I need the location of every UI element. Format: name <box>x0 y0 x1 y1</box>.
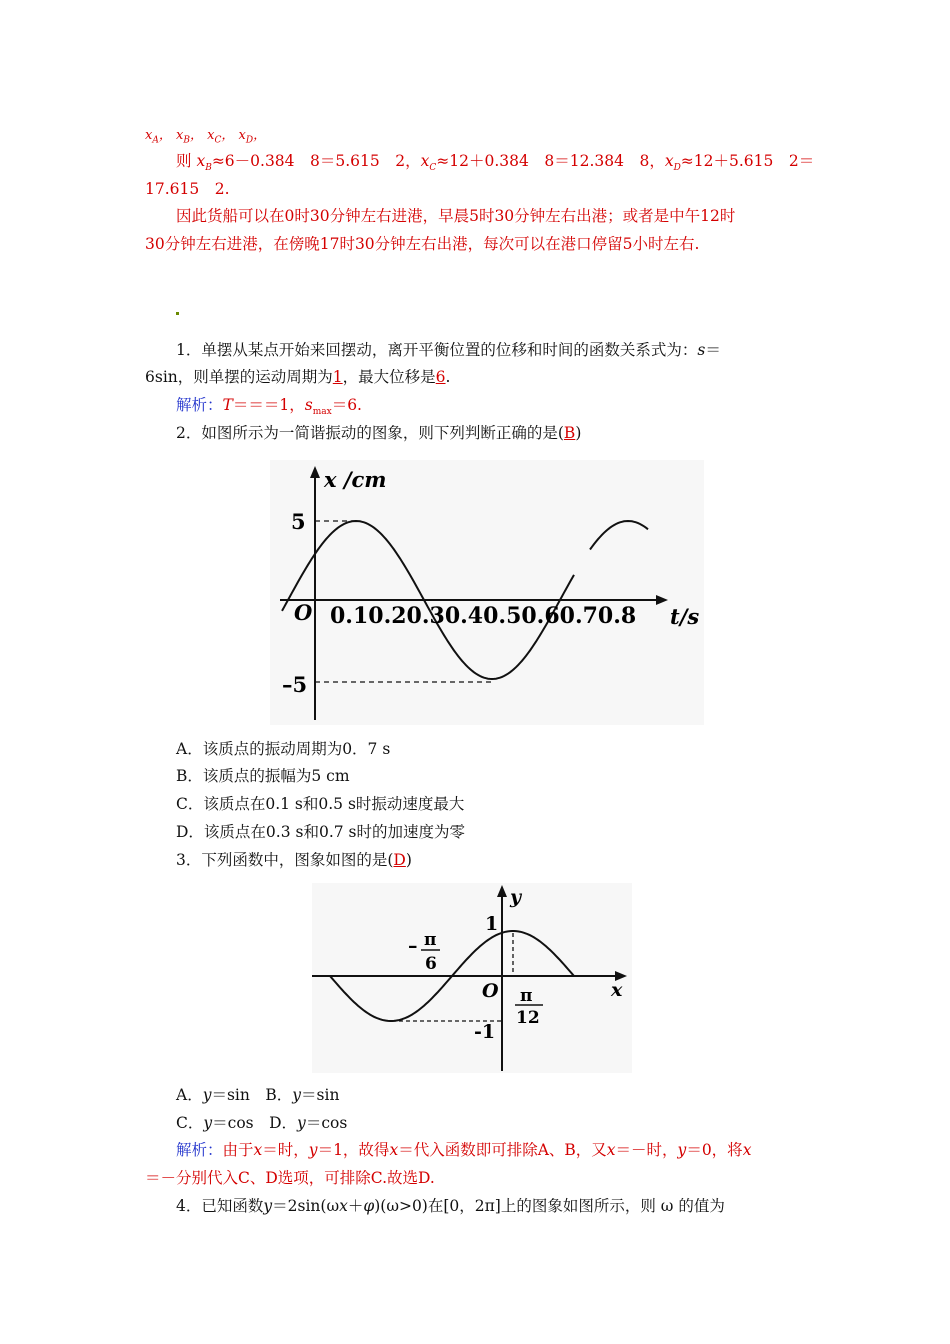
trig-graph <box>312 883 632 1073</box>
q2-option-c: C．该质点在0.1 s和0.5 s时振动速度最大 <box>176 795 465 813</box>
y-pos-label: 5 <box>291 509 306 534</box>
shm-curve-right <box>590 521 648 550</box>
q3-solution-line-2: ＝－分别代入C、D选项，可排除C.故选D. <box>145 1169 435 1187</box>
x-axis-label: x <box>611 979 623 1001</box>
calc-line-1: 则 $x_B\approx 6-0.384$ 8＝5.615 2，$x_C\approx 12+0.384$ 8＝12.384 8，$x_D\approx 12+5.615$ 2＝ <box>176 152 815 174</box>
q2-option-d: D．该质点在0.3 s和0.7 s时的加速度为零 <box>176 823 465 841</box>
q3-answer: D <box>393 851 406 869</box>
green-dot <box>176 312 179 315</box>
neg-sign: – <box>408 935 418 957</box>
q1-line-1: 1．单摆从某点开始来回摆动，离开平衡位置的位移和时间的函数关系式为：s＝ <box>176 341 721 359</box>
q2-stem: 2．如图所示为一简谐振动的图象，则下列判断正确的是(B) <box>176 424 582 442</box>
q1-solution: 解析：T＝＝＝1，$s_{max}=6$. <box>176 396 362 418</box>
q3-figure <box>312 883 632 1073</box>
origin-label: O <box>482 980 499 1002</box>
q3-options-cd: C．y＝cos D．y＝cos <box>176 1114 348 1132</box>
q1-answer-2: 6 <box>435 368 446 386</box>
q1-line-2: 6sin，则单摆的运动周期为1，最大位移是6. <box>145 368 451 386</box>
q3-solution-line-1: 解析：由于x＝时，y＝1，故得x＝代入函数即可排除A、B，又x＝－时，y＝0，将x <box>176 1141 752 1159</box>
q2-option-b: B．该质点的振幅为5 cm <box>176 767 350 785</box>
pi-denominator: 12 <box>516 1008 540 1028</box>
origin-label: O <box>294 600 313 625</box>
y-axis-label: y <box>510 886 522 908</box>
tick-labels: 0.10.20.30.40.50.60.70.8 <box>330 603 637 629</box>
neg-pi-numerator: π <box>424 930 437 950</box>
q3-stem: 3．下列函数中，图象如图的是(D) <box>176 851 412 869</box>
conclusion-line-1: 因此货船可以在0时30分钟左右进港，早晨5时30分钟左右出港；或者是中午12时 <box>176 207 736 225</box>
x-axis-label: t/s <box>670 604 700 629</box>
conclusion-line-2: 30分钟左右进港，在傍晚17时30分钟左右出港，每次可以在港口停留5小时左右. <box>145 235 700 253</box>
q4-stem: 4．已知函数y＝2sin(ωx＋φ)(ω>0)在[0，2π]上的图象如图所示，则 ω 的值为 <box>176 1197 725 1215</box>
y-neg-label: –5 <box>282 672 308 697</box>
neg-one-label: -1 <box>474 1021 496 1043</box>
y-axis-label: x /cm <box>324 467 387 492</box>
shm-graph <box>270 460 704 725</box>
vars-line: $x_A$， $x_B$， $x_C$， $x_D$， <box>145 128 267 146</box>
q2-option-a: A．该质点的振动周期为0．7 s <box>176 740 391 758</box>
q1-answer-1: 1 <box>332 368 343 386</box>
neg-pi-denominator: 6 <box>425 954 437 974</box>
pi-numerator: π <box>520 986 533 1006</box>
q2-figure <box>270 460 704 725</box>
one-label: 1 <box>485 913 499 935</box>
q3-options-ab: A．y＝sin B．y＝sin <box>176 1086 340 1104</box>
calc-line-2: 17.615 2. <box>145 180 230 198</box>
q2-answer: B <box>563 424 576 442</box>
